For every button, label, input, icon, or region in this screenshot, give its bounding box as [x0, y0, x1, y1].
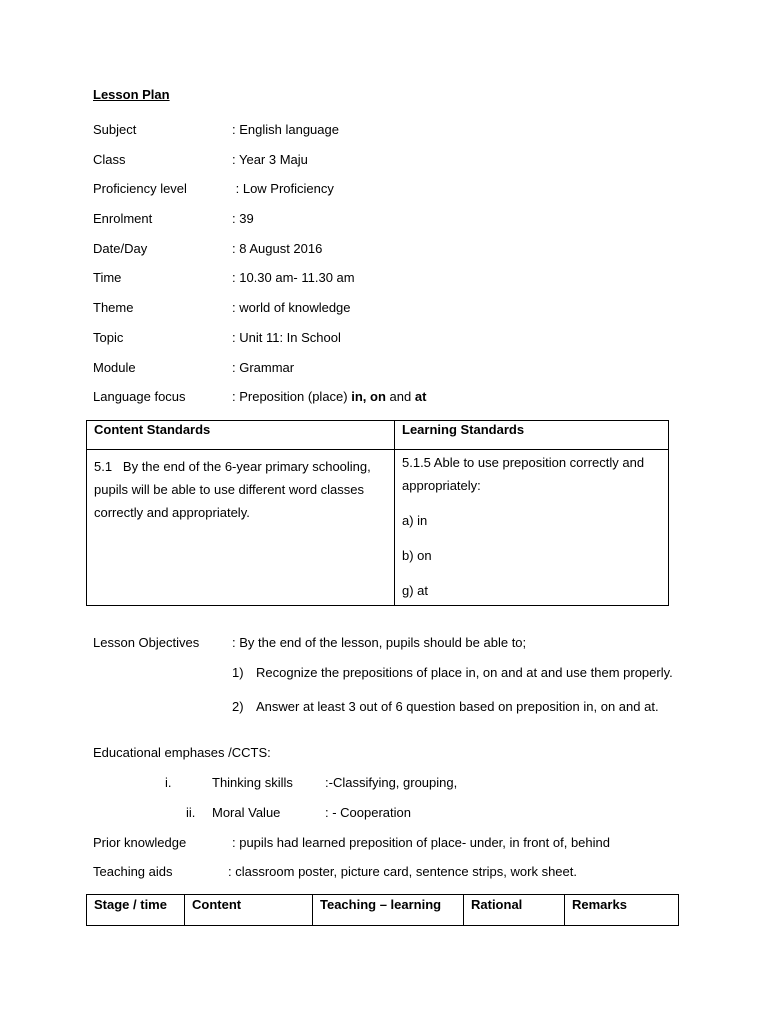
- field-value-enrolment: : 39: [232, 211, 254, 226]
- field-value-topic: : Unit 11: In School: [232, 330, 341, 345]
- content-standards-cell: [87, 450, 395, 606]
- language-focus-and: and: [385, 389, 415, 404]
- learning-option-b: b) on: [402, 548, 432, 563]
- field-label-time: Time: [93, 270, 122, 285]
- content-standards-header: Content Standards: [87, 421, 395, 450]
- field-label-enrolment: Enrolment: [93, 211, 153, 226]
- field-value-time: : 10.30 am- 11.30 am: [232, 270, 355, 285]
- content-standards-text: 5.1 By the end of the 6-year primary schooling, pupils will be able to use different word classes correctly and appropriately.: [94, 459, 375, 520]
- field-value-theme: : world of knowledge: [232, 300, 351, 315]
- field-label-date: Date/Day: [93, 241, 148, 256]
- teaching-learning-header: Teaching – learning: [313, 895, 464, 926]
- objective-number: 1): [232, 665, 244, 680]
- learning-standards-header: Learning Standards: [395, 421, 669, 450]
- learning-standards-line2: appropriately:: [402, 478, 481, 493]
- field-value-subject: : English language: [232, 122, 339, 137]
- field-label-topic: Topic: [93, 330, 124, 345]
- emphasis-value-1: :-Classifying, grouping,: [325, 775, 458, 790]
- field-label-proficiency: Proficiency level: [93, 181, 187, 196]
- objective-text: Recognize the prepositions of place in, on and at and use them properly.: [256, 665, 673, 680]
- field-value-language-focus: [232, 389, 426, 405]
- field-value-class: : Year 3 Maju: [232, 152, 308, 167]
- document-title: Lesson Plan: [93, 87, 170, 102]
- lesson-stage-table: [86, 894, 679, 926]
- language-focus-at: at: [414, 389, 427, 404]
- field-label-module: Module: [93, 360, 136, 375]
- field-label-class: Class: [93, 152, 126, 167]
- learning-standards-cell: [395, 450, 669, 606]
- field-value-proficiency: : Low Proficiency: [232, 181, 334, 196]
- learning-option-g: g) at: [402, 583, 429, 598]
- remarks-header: Remarks: [565, 895, 679, 926]
- emphasis-name-2: Moral Value: [212, 805, 281, 820]
- emphases-label: Educational emphases /CCTS:: [93, 745, 271, 760]
- learning-option-a: a) in: [402, 513, 428, 528]
- standards-table: [86, 420, 669, 606]
- field-label-language-focus: Language focus: [93, 389, 186, 404]
- emphasis-number-1: i.: [165, 775, 172, 790]
- objectives-label: Lesson Objectives: [93, 635, 200, 650]
- emphasis-name-1: Thinking skills: [212, 775, 293, 790]
- stage-time-header: Stage / time: [87, 895, 185, 926]
- language-focus-prefix: : Preposition (place): [232, 389, 352, 404]
- objective-text: Answer at least 3 out of 6 question based on preposition in, on and at.: [256, 699, 659, 714]
- objective-number: 2): [232, 699, 244, 714]
- teaching-aids-value: : classroom poster, picture card, sentence strips, work sheet.: [228, 864, 577, 879]
- emphasis-number-2: ii.: [186, 805, 196, 820]
- language-focus-on: on: [370, 389, 386, 404]
- objectives-intro: : By the end of the lesson, pupils should be able to;: [232, 635, 527, 650]
- learning-standards-line1: 5.1.5 Able to use preposition correctly and: [402, 455, 645, 470]
- prior-knowledge-value: : pupils had learned preposition of place- under, in front of, behind: [232, 835, 610, 850]
- rational-header: Rational: [464, 895, 565, 926]
- content-header: Content: [185, 895, 313, 926]
- field-label-subject: Subject: [93, 122, 137, 137]
- language-focus-in: in,: [351, 389, 367, 404]
- emphasis-value-2: : - Cooperation: [325, 805, 411, 820]
- teaching-aids-label: Teaching aids: [93, 864, 173, 879]
- field-value-date: : 8 August 2016: [232, 241, 323, 256]
- field-value-module: : Grammar: [232, 360, 295, 375]
- field-label-theme: Theme: [93, 300, 134, 315]
- prior-knowledge-label: Prior knowledge: [93, 835, 187, 850]
